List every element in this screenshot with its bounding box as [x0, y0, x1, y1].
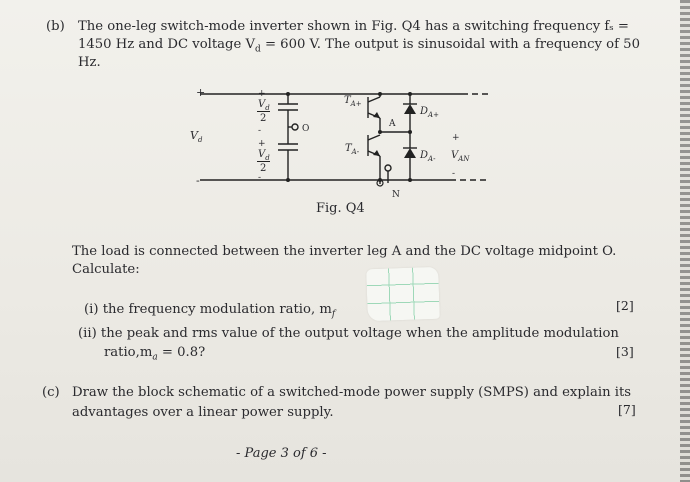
van-minus: - — [452, 169, 456, 179]
question-b-line-1: The one-leg switch-mode inverter shown in Fig. Q4 has a switching frequency fₛ = — [78, 19, 629, 34]
ta-minus-label: $T_{A-}$ — [345, 143, 360, 156]
question-c-label: (c) — [42, 385, 60, 400]
lower-cap-minus: - — [258, 173, 262, 183]
figure-caption: Fig. Q4 — [316, 201, 365, 216]
load-description: The load is connected between the inverter leg A and the DC voltage midpoint O. — [72, 244, 617, 259]
lower-cap-vd: $V_d$ — [258, 149, 270, 162]
page-number: - Page 3 of 6 - — [236, 446, 327, 461]
question-c-line-1: Draw the block schematic of a switched-mode power supply (SMPS) and explain its — [72, 385, 632, 400]
ta-plus-label: $T_{A+}$ — [344, 95, 362, 108]
question-b-label: (b) — [46, 19, 65, 34]
calculate-label: Calculate: — [72, 262, 140, 277]
da-minus-label: $D_{A-}$ — [420, 150, 436, 163]
node-n-label: N — [392, 190, 400, 200]
upper-cap-vd: $V_d$ — [258, 99, 270, 112]
plus-sign-top: + — [196, 86, 206, 99]
lower-cap-plus: + — [258, 139, 266, 149]
marks-c: [7] — [618, 402, 636, 417]
lower-cap-den: 2 — [260, 163, 267, 174]
question-c-line-2: advantages over a linear power supply. — [72, 405, 334, 420]
upper-cap-den: 2 — [260, 113, 267, 124]
da-plus-label: $D_{A+}$ — [420, 106, 439, 119]
question-b-line-2: 1450 Hz and DC voltage $V_d = 600$ V. The output is sinusoidal with a frequency of 50 — [78, 37, 640, 55]
van-label: $V_{AN}$ — [451, 150, 470, 163]
node-a-label: A — [389, 119, 396, 129]
marks-i: [2] — [616, 298, 634, 313]
upper-cap-minus: - — [258, 126, 262, 136]
marks-ii: [3] — [616, 344, 634, 359]
question-b-line-3: Hz. — [78, 55, 101, 70]
sticky-note — [366, 267, 440, 321]
minus-sign-bottom: - — [196, 174, 200, 187]
upper-cap-plus: + — [258, 89, 266, 99]
node-o-label: O — [302, 124, 310, 134]
sub-question-i: (i) the frequency modulation ratio, $m_f$ — [84, 302, 336, 320]
sub-question-ii-line-1: (ii) the peak and rms value of the output voltage when the amplitude modulation — [78, 326, 619, 341]
vd-label: $V_d$ — [190, 129, 203, 145]
van-plus: + — [452, 133, 460, 143]
sub-question-ii-line-2: $ratio,m_a = 0.8$? — [104, 345, 206, 363]
